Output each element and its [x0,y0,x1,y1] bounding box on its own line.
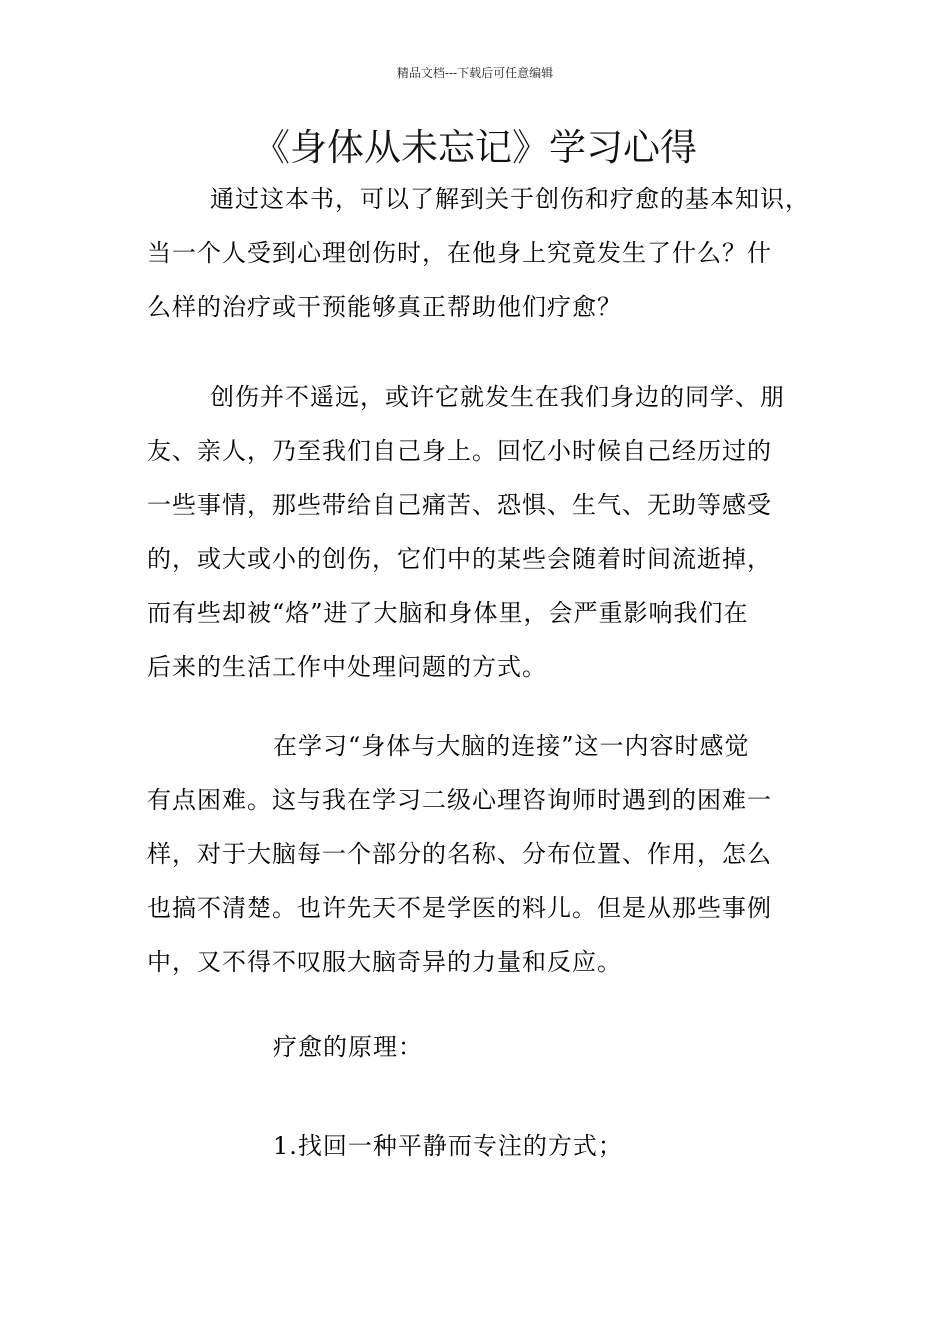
paragraph-line: 当一个人受到心理创伤时，在他身上究竟发生了什么？什 [147,239,772,267]
section-heading-healing-principles [147,1020,807,1074]
paragraph-line: 么样的治疗或干预能够真正帮助他们疗愈？ [147,293,622,321]
paragraph-line: 1.找回一种平静而专注的方式； [273,1132,623,1160]
paragraph-line: 疗愈的原理： [273,1033,423,1061]
paragraph-line: 的，或大或小的创伤，它们中的某些会随着时间流逝掉， [147,545,772,573]
paragraph-brain [147,719,807,989]
paragraph-intro [147,172,810,334]
paragraph-line: 中，又不得不叹服大脑奇异的力量和反应。 [147,948,622,976]
paragraph-line: 样，对于大脑每一个部分的名称、分布位置、作用，怎么 [147,840,772,868]
paragraph-line: 创伤并不遥远，或许它就发生在我们身边的同学、朋 [210,383,785,411]
paragraph-line: 在学习“身体与大脑的连接”这一内容时感觉 [273,732,750,760]
paragraph-line: 友、亲人，乃至我们自己身上。回忆小时候自己经历过的 [147,437,772,465]
paragraph-line: 有点困难。这与我在学习二级心理咨询师时遇到的困难一 [147,786,772,814]
list-item-1 [147,1119,807,1173]
paragraph-line: 一些事情，那些带给自己痛苦、恐惧、生气、无助等感受 [147,491,772,519]
paragraph-trauma [147,370,807,694]
page-header: 精品文档---下载后可任意编辑 [396,66,554,80]
paragraph-line: 通过这本书，可以了解到关于创伤和疗愈的基本知识， [210,185,810,213]
paragraph-line: 也搞不清楚。也许先天不是学医的料儿。但是从那些事例 [147,894,772,922]
document-title: 《身体从未忘记》学习心得 [253,126,697,169]
paragraph-line: 而有些却被“烙”进了大脑和身体里，会严重影响我们在 [147,599,749,627]
paragraph-line: 后来的生活工作中处理问题的方式。 [147,653,547,681]
